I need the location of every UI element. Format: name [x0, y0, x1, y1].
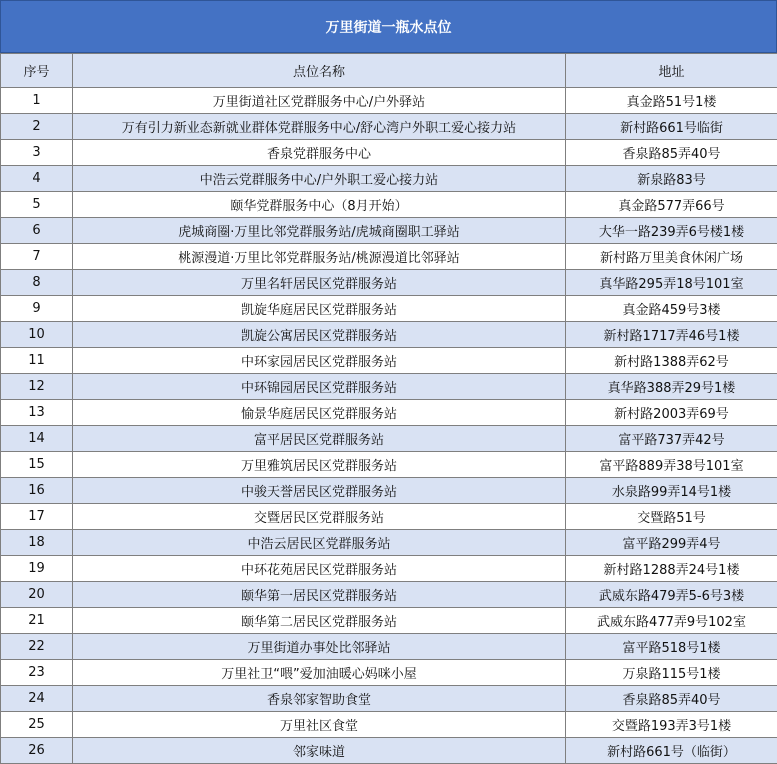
- point-name-cell: 凯旋华庭居民区党群服务站: [73, 296, 566, 322]
- table-row: [1, 478, 777, 504]
- table-row: [1, 114, 777, 140]
- row-index-cell: 23: [1, 660, 73, 686]
- table-row: [1, 166, 777, 192]
- row-index-cell: 6: [1, 218, 73, 244]
- address-cell: 新村路661号（临街）: [566, 738, 777, 764]
- water-point-table: [0, 53, 777, 764]
- address-cell: 水泉路99弄14号1楼: [566, 478, 777, 504]
- point-name-cell: 香泉邻家智助食堂: [73, 686, 566, 712]
- point-name-cell: 万里社区食堂: [73, 712, 566, 738]
- row-index-cell: 7: [1, 244, 73, 270]
- point-name-cell: 香泉党群服务中心: [73, 140, 566, 166]
- row-index-cell: 14: [1, 426, 73, 452]
- point-name-cell: 万里雅筑居民区党群服务站: [73, 452, 566, 478]
- row-index-cell: 2: [1, 114, 73, 140]
- row-index-cell: 22: [1, 634, 73, 660]
- address-cell: 真金路577弄66号: [566, 192, 777, 218]
- address-cell: 真金路459号3楼: [566, 296, 777, 322]
- table-row: [1, 738, 777, 764]
- row-index-cell: 24: [1, 686, 73, 712]
- table-row: [1, 296, 777, 322]
- row-index-cell: 12: [1, 374, 73, 400]
- table-body: [1, 88, 777, 764]
- point-name-cell: 邻家味道: [73, 738, 566, 764]
- table-row: [1, 712, 777, 738]
- table-row: [1, 244, 777, 270]
- sheet-title: 万里街道一瓶水点位: [0, 0, 777, 53]
- table-row: [1, 322, 777, 348]
- table-row: [1, 348, 777, 374]
- point-name-cell: 万有引力新业态新就业群体党群服务中心/舒心湾户外职工爱心接力站: [73, 114, 566, 140]
- address-cell: 香泉路85弄40号: [566, 140, 777, 166]
- point-name-cell: 中环花苑居民区党群服务站: [73, 556, 566, 582]
- header-row: [1, 54, 777, 88]
- row-index-cell: 10: [1, 322, 73, 348]
- address-cell: 真华路295弄18号101室: [566, 270, 777, 296]
- address-cell: 新村路2003弄69号: [566, 400, 777, 426]
- row-index-cell: 5: [1, 192, 73, 218]
- row-index-cell: 8: [1, 270, 73, 296]
- table-row: [1, 192, 777, 218]
- address-cell: 香泉路85弄40号: [566, 686, 777, 712]
- address-cell: 真金路51号1楼: [566, 88, 777, 114]
- point-name-cell: 颐华党群服务中心（8月开始）: [73, 192, 566, 218]
- point-name-cell: 中环家园居民区党群服务站: [73, 348, 566, 374]
- point-name-cell: 万里社卫“喂”爱加油暖心妈咪小屋: [73, 660, 566, 686]
- table-row: [1, 634, 777, 660]
- address-cell: 富平路737弄42号: [566, 426, 777, 452]
- address-cell: 新村路1388弄62号: [566, 348, 777, 374]
- table-row: [1, 270, 777, 296]
- table-row: [1, 452, 777, 478]
- row-index-cell: 4: [1, 166, 73, 192]
- address-cell: 大华一路239弄6号楼1楼: [566, 218, 777, 244]
- point-name-cell: 中环锦园居民区党群服务站: [73, 374, 566, 400]
- address-cell: 真华路388弄29号1楼: [566, 374, 777, 400]
- column-header-address: 地址: [566, 54, 777, 88]
- row-index-cell: 17: [1, 504, 73, 530]
- point-name-cell: 万里名轩居民区党群服务站: [73, 270, 566, 296]
- row-index-cell: 9: [1, 296, 73, 322]
- row-index-cell: 21: [1, 608, 73, 634]
- row-index-cell: 25: [1, 712, 73, 738]
- row-index-cell: 16: [1, 478, 73, 504]
- point-name-cell: 中浩云党群服务中心/户外职工爱心接力站: [73, 166, 566, 192]
- table-row: [1, 374, 777, 400]
- point-name-cell: 凯旋公寓居民区党群服务站: [73, 322, 566, 348]
- row-index-cell: 15: [1, 452, 73, 478]
- address-cell: 万泉路115号1楼: [566, 660, 777, 686]
- address-cell: 新泉路83号: [566, 166, 777, 192]
- point-name-cell: 万里街道社区党群服务中心/户外驿站: [73, 88, 566, 114]
- point-name-cell: 万里街道办事处比邻驿站: [73, 634, 566, 660]
- table-row: [1, 426, 777, 452]
- address-cell: 新村路1288弄24号1楼: [566, 556, 777, 582]
- row-index-cell: 3: [1, 140, 73, 166]
- column-header-index: 序号: [1, 54, 73, 88]
- table-row: [1, 660, 777, 686]
- row-index-cell: 13: [1, 400, 73, 426]
- address-cell: 富平路299弄4号: [566, 530, 777, 556]
- address-cell: 武威东路477弄9号102室: [566, 608, 777, 634]
- address-cell: 新村路万里美食休闲广场: [566, 244, 777, 270]
- point-name-cell: 中骏天誉居民区党群服务站: [73, 478, 566, 504]
- address-cell: 武威东路479弄5-6号3楼: [566, 582, 777, 608]
- row-index-cell: 18: [1, 530, 73, 556]
- point-name-cell: 桃源漫道·万里比邻党群服务站/桃源漫道比邻驿站: [73, 244, 566, 270]
- point-name-cell: 颐华第一居民区党群服务站: [73, 582, 566, 608]
- table-row: [1, 582, 777, 608]
- address-cell: 富平路518号1楼: [566, 634, 777, 660]
- point-name-cell: 愉景华庭居民区党群服务站: [73, 400, 566, 426]
- table-row: [1, 140, 777, 166]
- point-name-cell: 颐华第二居民区党群服务站: [73, 608, 566, 634]
- point-name-cell: 富平居民区党群服务站: [73, 426, 566, 452]
- column-header-name: 点位名称: [73, 54, 566, 88]
- address-cell: 交暨路193弄3号1楼: [566, 712, 777, 738]
- table-row: [1, 556, 777, 582]
- table-row: [1, 218, 777, 244]
- table-row: [1, 686, 777, 712]
- row-index-cell: 11: [1, 348, 73, 374]
- table-row: [1, 530, 777, 556]
- address-cell: 富平路889弄38号101室: [566, 452, 777, 478]
- row-index-cell: 19: [1, 556, 73, 582]
- table-row: [1, 504, 777, 530]
- address-cell: 交暨路51号: [566, 504, 777, 530]
- point-name-cell: 虎城商圈·万里比邻党群服务站/虎城商圈职工驿站: [73, 218, 566, 244]
- table-row: [1, 608, 777, 634]
- point-name-cell: 交暨居民区党群服务站: [73, 504, 566, 530]
- table-row: [1, 88, 777, 114]
- row-index-cell: 1: [1, 88, 73, 114]
- table-row: [1, 400, 777, 426]
- row-index-cell: 20: [1, 582, 73, 608]
- row-index-cell: 26: [1, 738, 73, 764]
- address-cell: 新村路661号临街: [566, 114, 777, 140]
- point-name-cell: 中浩云居民区党群服务站: [73, 530, 566, 556]
- address-cell: 新村路1717弄46号1楼: [566, 322, 777, 348]
